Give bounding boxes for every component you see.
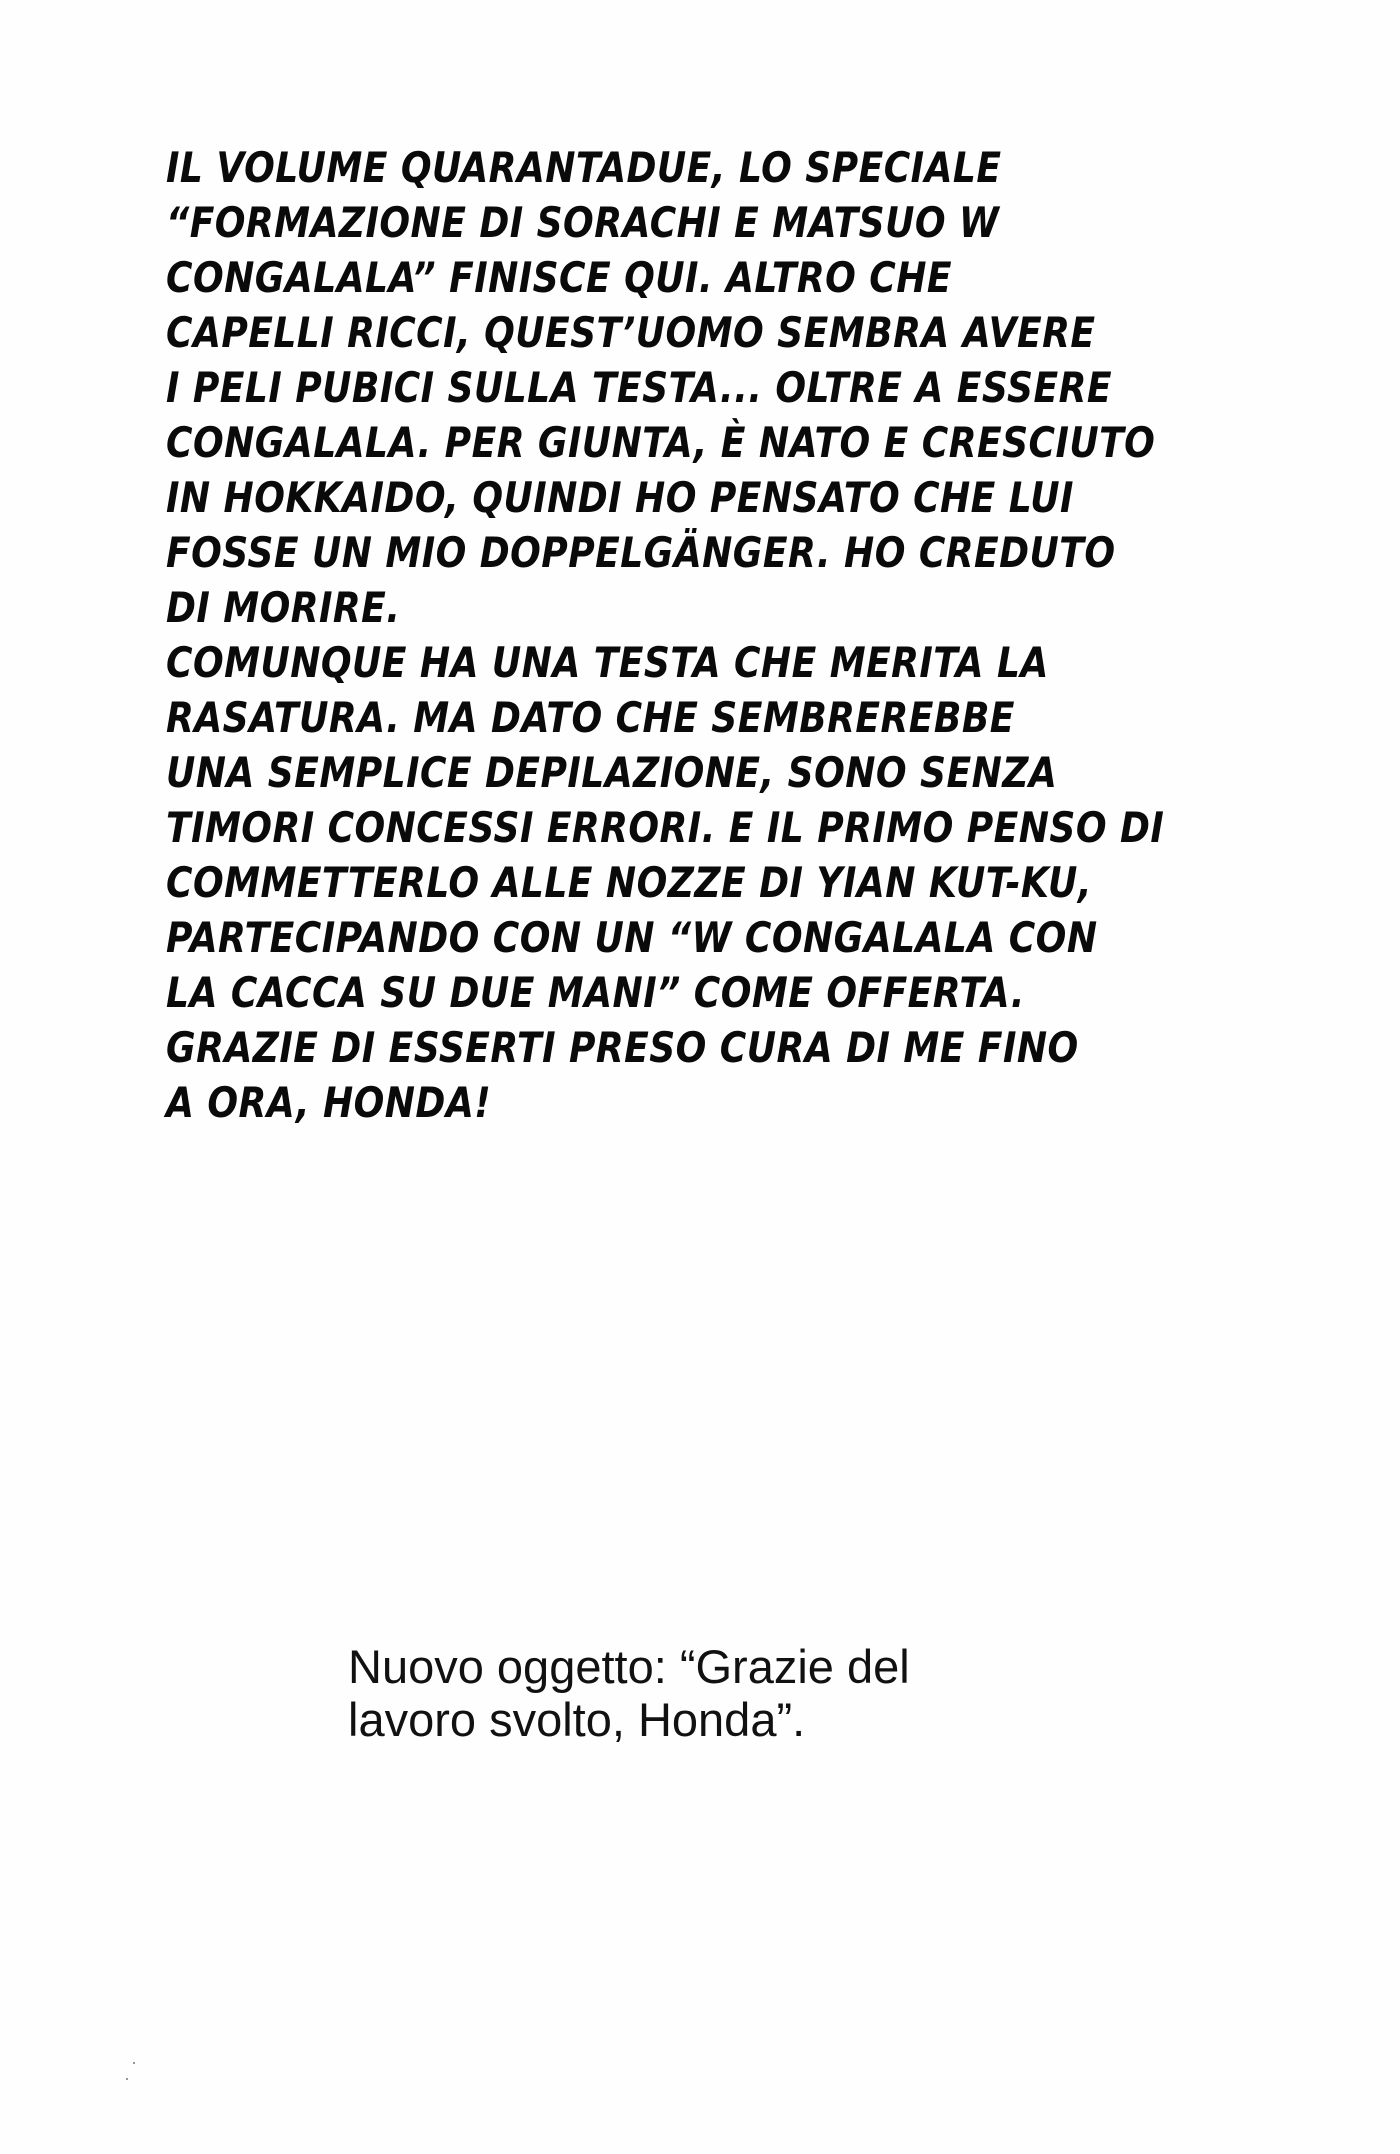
scan-speck xyxy=(133,2062,135,2064)
author-note-line: DI MORIRE. xyxy=(166,583,401,632)
author-note-line: IL VOLUME QUARANTADUE, LO SPECIALE xyxy=(166,143,1002,192)
author-note-line: TIMORI CONCESSI ERRORI. E IL PRIMO PENSO DI xyxy=(166,803,1165,852)
author-note-line: LA CACCA SU DUE MANI” COME OFFERTA. xyxy=(166,968,1025,1017)
author-note-line: CONGALALA” FINISCE QUI. ALTRO CHE xyxy=(166,253,953,302)
author-note-line: UNA SEMPLICE DEPILAZIONE, SONO SENZA xyxy=(166,748,1058,797)
author-note-text xyxy=(166,140,1326,1130)
caption-line: Nuovo oggetto: “Grazie del xyxy=(348,1640,910,1693)
author-note-line: CONGALALA. PER GIUNTA, È NATO E CRESCIUTO xyxy=(166,418,1156,467)
author-note-line: CAPELLI RICCI, QUEST’UOMO SEMBRA AVERE xyxy=(166,308,1096,357)
author-note-line: FOSSE UN MIO DOPPELGÄNGER. HO CREDUTO xyxy=(166,528,1116,577)
scan-speck xyxy=(126,2078,128,2080)
item-caption xyxy=(348,1640,910,1746)
author-note-line: I PELI PUBICI SULLA TESTA... OLTRE A ESSERE xyxy=(166,363,1112,412)
caption-line: lavoro svolto, Honda”. xyxy=(348,1693,806,1746)
author-note-line: IN HOKKAIDO, QUINDI HO PENSATO CHE LUI xyxy=(166,473,1074,522)
author-note-line: GRAZIE DI ESSERTI PRESO CURA DI ME FINO xyxy=(166,1023,1079,1072)
author-note-line: “FORMAZIONE DI SORACHI E MATSUO W xyxy=(166,198,1000,247)
author-note-line: A ORA, HONDA! xyxy=(166,1078,492,1127)
author-note-line: PARTECIPANDO CON UN “W CONGALALA CON xyxy=(166,913,1098,962)
author-note-line: COMUNQUE HA UNA TESTA CHE MERITA LA xyxy=(166,638,1049,687)
author-note-line: RASATURA. MA DATO CHE SEMBREREBBE xyxy=(166,693,1015,742)
author-note-line: COMMETTERLO ALLE NOZZE DI YIAN KUT-KU, xyxy=(166,858,1092,907)
